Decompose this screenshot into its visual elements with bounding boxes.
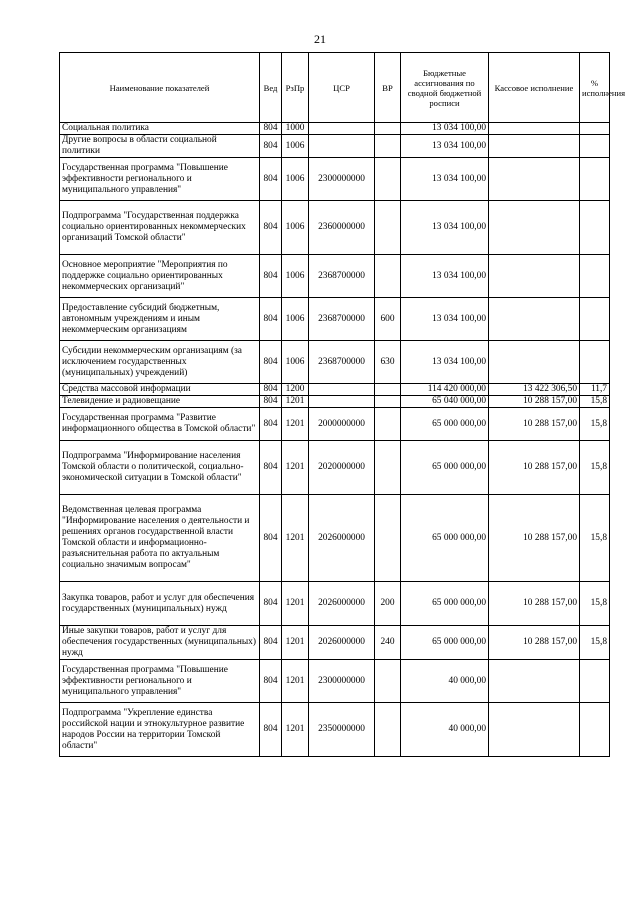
cell-rzpr: 1201	[282, 703, 309, 757]
cell-vr	[375, 408, 401, 441]
cell-rzpr: 1006	[282, 341, 309, 384]
cell-rzpr: 1201	[282, 495, 309, 582]
cell-ved: 804	[260, 441, 282, 495]
cell-ved: 804	[260, 298, 282, 341]
cell-budget: 65 000 000,00	[401, 582, 489, 626]
cell-budget: 40 000,00	[401, 703, 489, 757]
cell-budget: 13 034 100,00	[401, 135, 489, 158]
cell-pct	[580, 255, 610, 298]
cell-pct: 15,8	[580, 582, 610, 626]
cell-name: Государственная программа "Развитие информационного общества в Томской области"	[60, 408, 260, 441]
page-number: 21	[314, 32, 326, 46]
cell-pct	[580, 703, 610, 757]
cell-budget: 65 000 000,00	[401, 626, 489, 660]
cell-cash: 10 288 157,00	[489, 441, 580, 495]
cell-csr: 2360000000	[309, 201, 375, 255]
cell-csr: 2026000000	[309, 582, 375, 626]
cell-budget: 40 000,00	[401, 660, 489, 703]
cell-vr	[375, 703, 401, 757]
cell-vr	[375, 660, 401, 703]
header-ved: Вед	[260, 53, 282, 123]
cell-csr: 2368700000	[309, 298, 375, 341]
cell-csr	[309, 396, 375, 408]
cell-budget: 65 000 000,00	[401, 441, 489, 495]
table-header-row	[60, 53, 610, 123]
cell-rzpr: 1201	[282, 408, 309, 441]
cell-rzpr: 1006	[282, 135, 309, 158]
cell-budget: 13 034 100,00	[401, 341, 489, 384]
cell-csr: 2300000000	[309, 660, 375, 703]
budget-execution-table	[59, 52, 626, 757]
cell-vr	[375, 135, 401, 158]
cell-pct: 15,8	[580, 441, 610, 495]
header-csr: ЦСР	[309, 53, 375, 123]
cell-ved: 804	[260, 703, 282, 757]
cell-rzpr: 1201	[282, 660, 309, 703]
cell-budget: 13 034 100,00	[401, 298, 489, 341]
cell-ved: 804	[260, 582, 282, 626]
cell-cash	[489, 660, 580, 703]
cell-name: Ведомственная целевая программа "Информирование населения о деятельности и решениях органов государственной власти Томской области и информационно-разъяснительная работа по актуальным социально значимым вопросам"	[60, 495, 260, 582]
cell-name: Социальная политика	[60, 123, 260, 135]
cell-ved: 804	[260, 341, 282, 384]
cell-vr: 630	[375, 341, 401, 384]
cell-pct: 15,8	[580, 626, 610, 660]
cell-pct	[580, 135, 610, 158]
cell-cash: 10 288 157,00	[489, 626, 580, 660]
table-row	[60, 298, 610, 341]
cell-cash	[489, 158, 580, 201]
cell-cash	[489, 298, 580, 341]
cell-cash	[489, 703, 580, 757]
cell-vr	[375, 255, 401, 298]
cell-cash	[489, 123, 580, 135]
cell-pct: 11,7	[580, 384, 610, 396]
cell-name: Предоставление субсидий бюджетным, автономным учреждениям и иным некоммерческим организациям	[60, 298, 260, 341]
cell-csr: 2300000000	[309, 158, 375, 201]
cell-pct	[580, 201, 610, 255]
table-row	[60, 441, 610, 495]
header-cash: Кассовое исполнение	[489, 53, 580, 123]
cell-budget: 13 034 100,00	[401, 255, 489, 298]
cell-budget: 114 420 000,00	[401, 384, 489, 396]
cell-rzpr: 1000	[282, 123, 309, 135]
table-row	[60, 660, 610, 703]
header-rzpr: РзПр	[282, 53, 309, 123]
cell-name: Государственная программа "Повышение эффективности регионального и муниципального управления"	[60, 158, 260, 201]
cell-rzpr: 1201	[282, 582, 309, 626]
cell-csr	[309, 384, 375, 396]
cell-pct: 15,8	[580, 396, 610, 408]
cell-csr: 2026000000	[309, 495, 375, 582]
cell-pct	[580, 341, 610, 384]
table-row	[60, 255, 610, 298]
header-name: Наименование показателей	[60, 53, 260, 123]
cell-csr: 2020000000	[309, 441, 375, 495]
cell-vr	[375, 396, 401, 408]
cell-vr: 240	[375, 626, 401, 660]
cell-name: Иные закупки товаров, работ и услуг для обеспечения государственных (муниципальных) нужд	[60, 626, 260, 660]
cell-budget: 13 034 100,00	[401, 158, 489, 201]
cell-ved: 804	[260, 201, 282, 255]
cell-cash	[489, 135, 580, 158]
header-vr: ВР	[375, 53, 401, 123]
cell-ved: 804	[260, 255, 282, 298]
cell-budget: 65 000 000,00	[401, 408, 489, 441]
cell-vr	[375, 441, 401, 495]
cell-ved: 804	[260, 408, 282, 441]
cell-vr: 600	[375, 298, 401, 341]
cell-vr	[375, 123, 401, 135]
cell-name: Подпрограмма "Укрепление единства российской нации и этнокультурное развитие народов России на территории Томской области"	[60, 703, 260, 757]
cell-cash	[489, 341, 580, 384]
cell-rzpr: 1201	[282, 396, 309, 408]
table-row	[60, 341, 610, 384]
cell-csr: 2026000000	[309, 626, 375, 660]
cell-rzpr: 1006	[282, 158, 309, 201]
cell-pct: 15,8	[580, 495, 610, 582]
header-percent: % исполнения	[580, 53, 610, 123]
cell-ved: 804	[260, 384, 282, 396]
cell-pct: 15,8	[580, 408, 610, 441]
table-row	[60, 384, 610, 396]
table-row	[60, 396, 610, 408]
cell-csr: 2368700000	[309, 255, 375, 298]
table-row	[60, 703, 610, 757]
cell-name: Телевидение и радиовещание	[60, 396, 260, 408]
table-row	[60, 201, 610, 255]
cell-name: Подпрограмма "Государственная поддержка социально ориентированных некоммерческих организаций Томской области"	[60, 201, 260, 255]
cell-pct	[580, 660, 610, 703]
cell-rzpr: 1006	[282, 201, 309, 255]
table-row	[60, 495, 610, 582]
cell-rzpr: 1006	[282, 298, 309, 341]
cell-ved: 804	[260, 396, 282, 408]
cell-budget: 65 040 000,00	[401, 396, 489, 408]
cell-cash: 10 288 157,00	[489, 582, 580, 626]
cell-name: Подпрограмма "Информирование населения Томской области о политической, социально-экономической ситуации в Томской области"	[60, 441, 260, 495]
cell-cash	[489, 255, 580, 298]
table-row	[60, 626, 610, 660]
cell-csr: 2368700000	[309, 341, 375, 384]
cell-name: Государственная программа "Повышение эффективности регионального и муниципального управления"	[60, 660, 260, 703]
cell-ved: 804	[260, 626, 282, 660]
cell-vr	[375, 495, 401, 582]
cell-rzpr: 1006	[282, 255, 309, 298]
cell-ved: 804	[260, 158, 282, 201]
cell-name: Субсидии некоммерческим организациям (за исключением государственных (муниципальных) учреждений)	[60, 341, 260, 384]
header-budget: Бюджетные ассигнования по сводной бюджетной росписи	[401, 53, 489, 123]
cell-csr	[309, 135, 375, 158]
cell-csr	[309, 123, 375, 135]
cell-csr: 2350000000	[309, 703, 375, 757]
cell-ved: 804	[260, 123, 282, 135]
cell-cash	[489, 201, 580, 255]
cell-budget: 65 000 000,00	[401, 495, 489, 582]
table-row	[60, 158, 610, 201]
cell-cash: 13 422 306,50	[489, 384, 580, 396]
cell-cash: 10 288 157,00	[489, 408, 580, 441]
cell-pct	[580, 298, 610, 341]
cell-pct	[580, 158, 610, 201]
cell-csr: 2000000000	[309, 408, 375, 441]
cell-ved: 804	[260, 135, 282, 158]
table-row	[60, 135, 610, 158]
cell-vr: 200	[375, 582, 401, 626]
table-row	[60, 582, 610, 626]
cell-rzpr: 1201	[282, 626, 309, 660]
cell-vr	[375, 384, 401, 396]
cell-rzpr: 1200	[282, 384, 309, 396]
cell-budget: 13 034 100,00	[401, 123, 489, 135]
cell-ved: 804	[260, 495, 282, 582]
cell-name: Закупка товаров, работ и услуг для обеспечения государственных (муниципальных) нужд	[60, 582, 260, 626]
cell-ved: 804	[260, 660, 282, 703]
cell-name: Другие вопросы в области социальной политики	[60, 135, 260, 158]
cell-pct	[580, 123, 610, 135]
cell-rzpr: 1201	[282, 441, 309, 495]
cell-vr	[375, 201, 401, 255]
table-row	[60, 408, 610, 441]
cell-cash: 10 288 157,00	[489, 396, 580, 408]
cell-vr	[375, 158, 401, 201]
cell-budget: 13 034 100,00	[401, 201, 489, 255]
table-row	[60, 123, 610, 135]
cell-cash: 10 288 157,00	[489, 495, 580, 582]
cell-name: Средства массовой информации	[60, 384, 260, 396]
cell-name: Основное мероприятие "Мероприятия по поддержке социально ориентированных некоммерческих организаций"	[60, 255, 260, 298]
